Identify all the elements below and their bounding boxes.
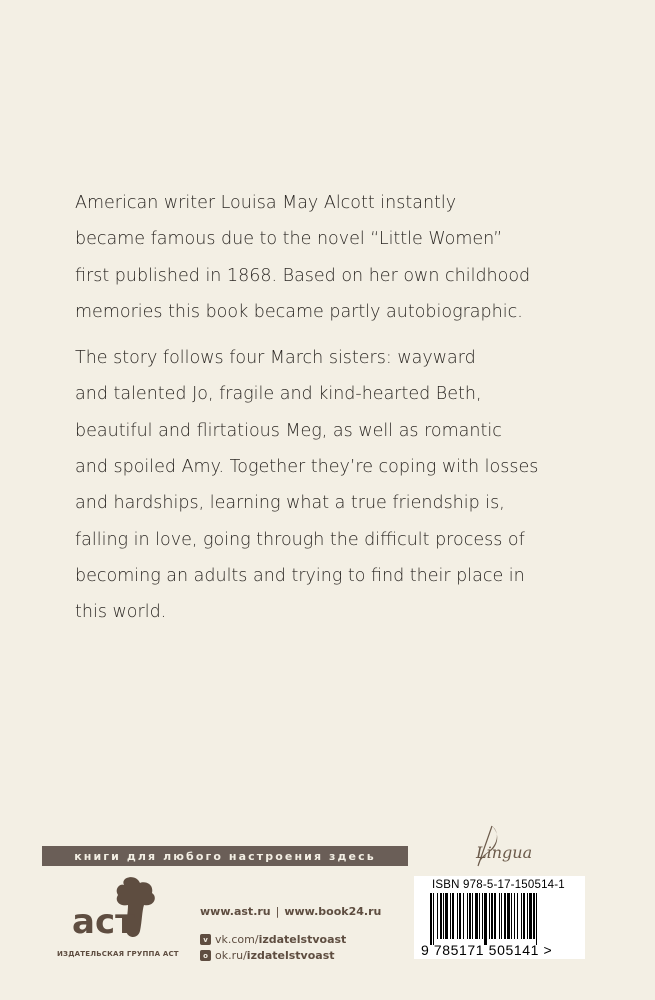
- blurb-line: and talented Jo, fragile and kind-hearted Beth,: [75, 384, 482, 405]
- barcode-bar: [450, 893, 451, 939]
- lingua-imprint-logo: Lingua: [476, 843, 533, 862]
- barcode-bar: [479, 893, 480, 939]
- barcode-bar: [489, 893, 490, 939]
- blurb-line: memories this book became partly autobiographic.: [75, 301, 523, 322]
- barcode-bar: [452, 893, 454, 939]
- site-link-book24[interactable]: www.book24.ru: [284, 905, 382, 918]
- barcode-bar: [521, 893, 522, 939]
- barcode-bar: [511, 893, 512, 939]
- site-separator: |: [275, 905, 280, 918]
- ok-icon: o: [200, 950, 211, 961]
- tagline-banner: [42, 846, 408, 866]
- barcode-bar: [484, 893, 487, 945]
- blurb-line: first published in 1868. Based on her own childhood: [75, 265, 531, 286]
- barcode-bar: [445, 893, 448, 939]
- barcode-bar: [533, 893, 535, 939]
- barcode-bar: [440, 893, 442, 939]
- blurb-line: became famous due to the novel “Little Women”: [75, 229, 503, 250]
- blurb-line: beautiful and flirtatious Meg, as well as romantic: [75, 420, 502, 441]
- barcode-bar: [514, 893, 515, 939]
- tagline-text: книги для любого настроения здесь: [74, 849, 376, 863]
- back-cover-blurb: [75, 185, 575, 641]
- site-link-ast[interactable]: www.ast.ru: [200, 905, 271, 918]
- barcode-bar: [491, 893, 493, 939]
- barcode-bar: [499, 893, 500, 939]
- barcode-bar: [507, 893, 510, 939]
- blurb-paragraph-1: [75, 185, 575, 330]
- barcode-bar: [527, 893, 528, 939]
- blurb-line: becoming an adults and trying to find their place in: [75, 565, 525, 586]
- barcode-bar: [443, 893, 444, 939]
- social-handle: izdatelstvoast: [258, 933, 347, 946]
- barcode-icon: [430, 893, 568, 945]
- barcode-bar: [504, 893, 506, 939]
- blurb-line: American writer Louisa May Alcott instantly: [75, 193, 457, 213]
- ast-logo-text: аст: [72, 902, 135, 942]
- barcode-bar: [437, 893, 438, 939]
- barcode-bar: [463, 893, 464, 939]
- barcode-bar: [457, 893, 458, 939]
- blurb-line: and spoiled Amy. Together they’re coping with losses: [75, 457, 539, 478]
- barcode-bar: [467, 893, 468, 939]
- vk-icon: v: [200, 934, 211, 945]
- social-link-vk[interactable]: [200, 933, 346, 946]
- social-handle: izdatelstvoast: [246, 949, 335, 962]
- barcode-bar: [482, 893, 483, 939]
- social-prefix: vk.com/: [215, 933, 259, 946]
- social-link-ok[interactable]: [200, 949, 335, 962]
- barcode-bar: [494, 893, 496, 939]
- ast-publisher-logo: [62, 875, 172, 945]
- barcode-bar: [529, 893, 532, 939]
- barcode-bar: [459, 893, 461, 939]
- isbn-text: ISBN 978-5-17-150514-1: [432, 879, 565, 891]
- barcode-bar: [472, 893, 473, 939]
- blurb-line: this world.: [75, 602, 167, 623]
- barcode-bar: [433, 893, 434, 945]
- barcode-bar: [536, 893, 537, 945]
- barcode-bar: [469, 893, 471, 939]
- blurb-paragraph-2: [75, 340, 575, 630]
- barcode-bar: [501, 893, 502, 939]
- blurb-line: and hardships, learning what a true friendship is,: [75, 493, 505, 514]
- barcode-bar: [475, 893, 478, 939]
- blurb-line: The story follows four March sisters: wayward: [75, 348, 476, 369]
- barcode-bar: [430, 893, 432, 945]
- website-links: [200, 905, 381, 918]
- barcode-bar: [517, 893, 518, 939]
- barcode-digits: 9 785171 505141 >: [421, 942, 553, 958]
- blurb-line: falling in love, going through the difficult process of: [75, 529, 525, 550]
- barcode-bar: [523, 893, 525, 939]
- publisher-caption: ИЗДАТЕЛЬСКАЯ ГРУППА АСТ: [57, 950, 179, 958]
- social-prefix: ok.ru/: [215, 949, 247, 962]
